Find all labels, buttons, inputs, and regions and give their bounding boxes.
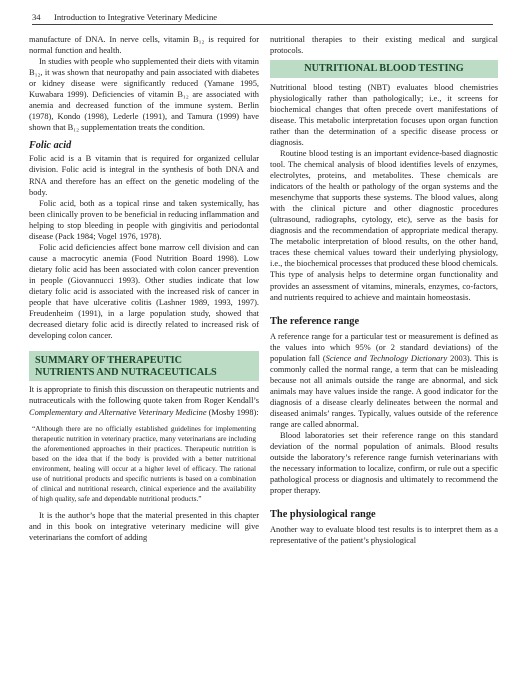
text-run: It is appropriate to finish this discussion on therapeutic nutrients and nutraceuticals with the following quote taken from Roger Kendall’s [29,385,259,406]
reference-range-heading: The reference range [270,315,360,327]
dictionary-title-italic: Science and Technology Dictionary [325,353,448,363]
text-run: (Mosby 1998): [206,407,259,417]
paragraph [270,331,498,430]
paragraph: Folic acid is a B vitamin that is required for organized cellular division. Folic acid is integral in the synthesis of both DNA and RNA and therefore has an effect on the genetic modeling of the body. [29,154,259,197]
nutritional-blood-testing-heading: NUTRITIONAL BLOOD TESTING [270,60,498,78]
paragraph: Folic acid deficiencies affect bone marrow cell division and can cause a macrocytic anemia (Food Nutrition Board 1998). Low dietary folic acid has been associated with colon cancer prevention in people (Giovannucci 1993). Other studies indicate that low dietary folic acid is associated with the increased risk of cancer in people that have ulcerative colitis (Lashner 1989, 1993, 1997). Freudenheim (1991), in a large population study, showed that decreased dietary folic acid is directly related to increased risk of developing colon cancer. [29,242,259,341]
right-column [270,34,498,546]
page-number: 34 [32,12,41,22]
summary-heading-line-1: SUMMARY OF THERAPEUTIC [35,355,182,367]
paragraph: Nutritional blood testing (NBT) evaluates blood chemistries physiologically rather than pathologically; i.e., it screens for biochemical changes that often precede overt manifestations of disease. This metabolic interpretation focuses upon organ function rather than the determination of a specific disease process or diagnosis. [270,82,498,147]
running-head [32,10,493,25]
paragraph: nutritional therapies to their existing medical and surgical protocols. [270,35,498,56]
paragraph: Routine blood testing is an important evidence-based diagnostic tool. The chemical analysis of blood identifies levels of enzymes, electrolytes, proteins, and metabolites. These chemicals are indicators of the health or pathology of the organ systems and the mesenchyme that supports these systems. The blood values, along with the clinical picture and other diagnostic procedures (ultrasound, radiographs, cytology, etc), serve as the basis for diagnosis and the recommendation of appropriate medical therapy. The metabolic interpretation of blood results, on the other hand, traces these chemical values toward their underlying physiology, i.e., the biochemical processes that produced these blood chemicals. This type of analysis helps to determine organ functionality and provides an assessment of vitamins, minerals, enzymes, co-factors, and nutrients required to achieve and maintain homeostasis. [270,148,498,302]
paragraph: Another way to evaluate blood test results is to interpret them as a representative of the patient’s physiological [270,525,498,546]
text-run: A reference range for a particular test or measurement is defined as the values into which 95% (or 2 standard deviations) of the population fall ( [270,331,498,363]
summary-section-heading [29,351,259,381]
paragraph: It is the author’s hope that the material presented in this chapter and in this book on integrative veterinary medicine will give veterinarians the comfort of adding [29,511,259,543]
paragraph: Blood laboratories set their reference range on this standard deviation of the normal population of animals. Blood results outside the laboratory’s reference range furnish veterinarians with the necessary information to localize, confirm, or rule out a specific pathological process or diagnosis and ultimately to recommend the proper therapy. [270,431,498,496]
paragraph: In studies with people who supplemented their diets with vitamin B₁₂, it was shown that neuropathy and pain associated with diabetes or kidney disease were significantly reduced (Yamane 1995, Kuwabara 1999). Deficiencies of vitamin B₁₂ are associated with anemia and decreased function of the immune system. Berlin (1978), Kondo (1998), Lederle (1991), and Tamura (1999) have shown that B₁₂ supplementation treats the condition. [29,57,259,133]
book-title: Introduction to Integrative Veterinary Medicine [54,12,218,22]
left-column [29,34,259,543]
text-run: 2003). This is commonly called the normal range, a term that can be misleading because not all animals outside the range are abnormal, and sick animals may have values inside the range. A good indicator for the diagnosis of a disease clearly delineates between the normal and diseased animals’ ranges. Typically, values outside of the reference range are called abnormal. [270,353,498,429]
block-quote: “Although there are no officially established guidelines for implementing therapeutic nutrition in veterinary practice, many veterinarians are including the aforementioned approaches in their practices. Therapeutic nutrition is based on the idea that if the body is provided with a better nutritional environment, healing will occur at a higher level of efficacy. The rational use of nutritional products and specific nutrients is based on a combination of clinical and nutritional research, clinical experience and the availability of high quality, safe and dependable nutritional products.” [32,423,256,504]
folic-acid-heading: Folic acid [29,140,72,152]
paragraph [29,384,259,417]
book-title-italic: Complementary and Alternative Veterinary Medicine [29,407,207,417]
physiological-range-heading: The physiological range [270,509,376,521]
summary-heading-line-2: NUTRIENTS AND NUTRACEUTICALS [35,366,217,378]
paragraph: Folic acid, both as a topical rinse and taken systemically, has been clinically proven to be beneficial in reducing inflammation and helping to stop bleeding in people with gingivitis and periodontal disease (Pack 1984; Vogel 1976, 1978). [29,198,259,241]
paragraph: manufacture of DNA. In nerve cells, vitamin B₁₂ is required for normal function and health. [29,35,259,56]
